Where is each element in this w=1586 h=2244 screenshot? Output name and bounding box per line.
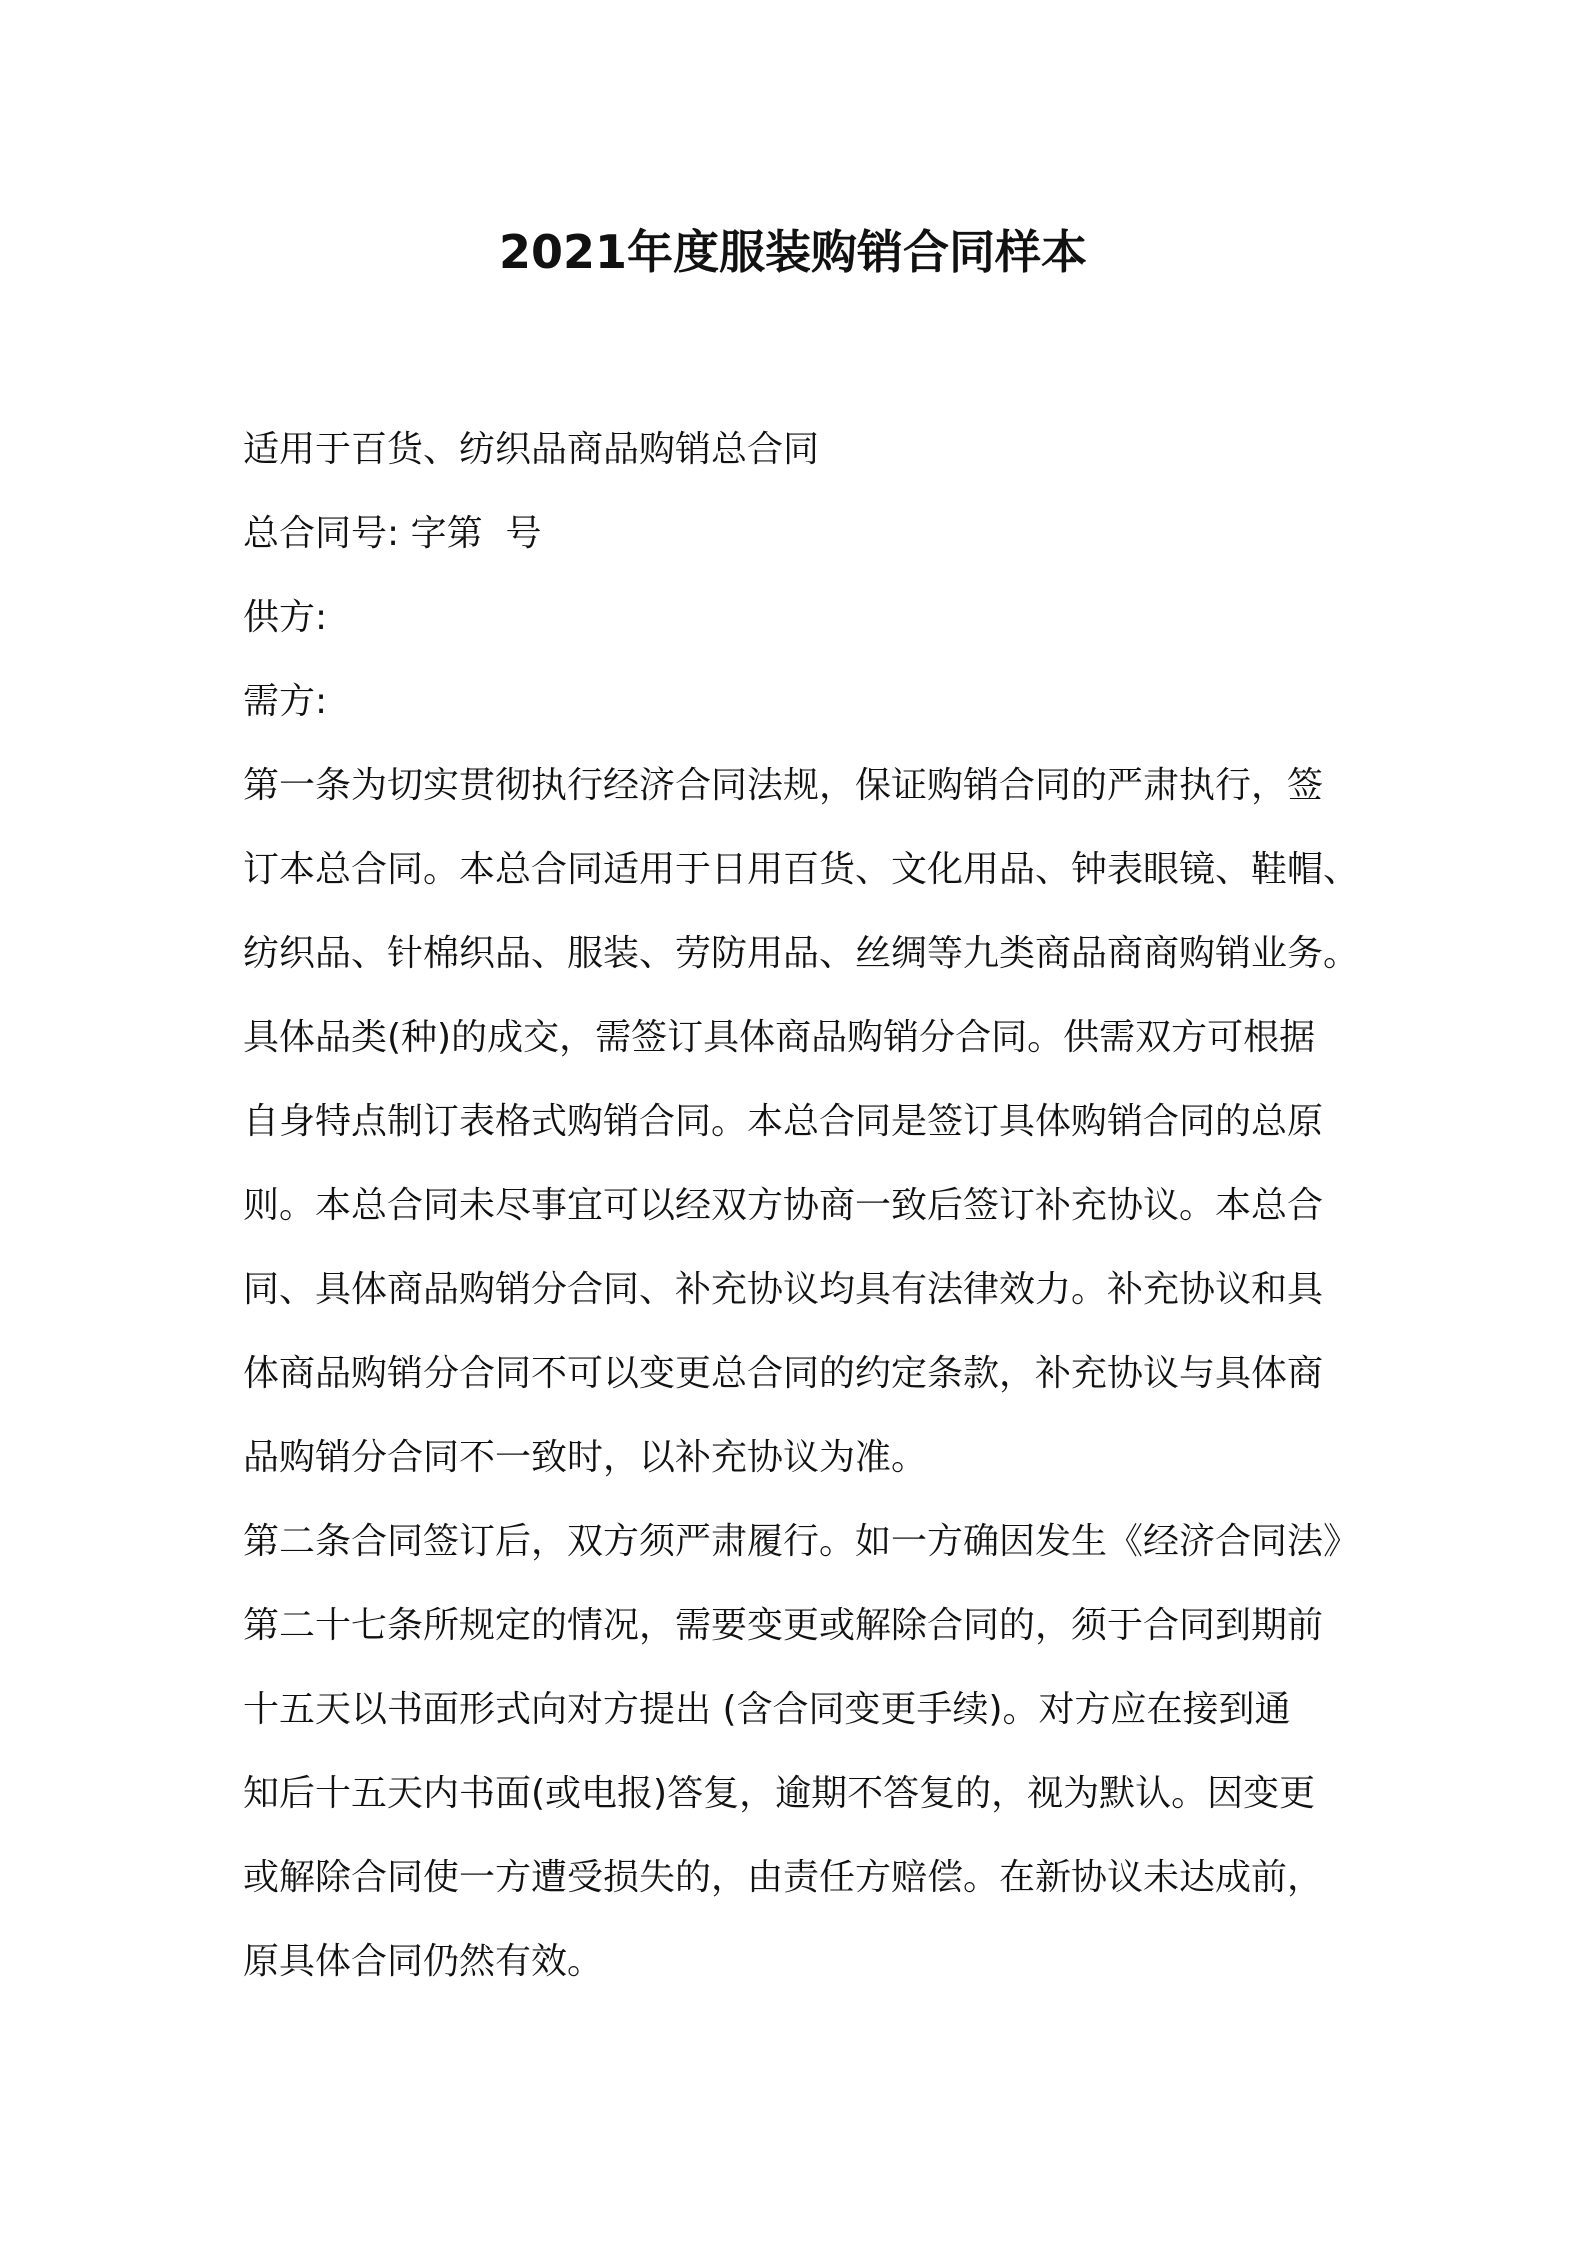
article2-line: 第二十七条所规定的情况，需要变更或解除合同的，须于合同到期前: [243, 1605, 1324, 1646]
header-line-applicability: 适用于百货、纺织品商品购销总合同: [243, 429, 820, 470]
header-line-supplier: 供方:: [243, 597, 328, 638]
article1-line: 自身特点制订表格式购销合同。本总合同是签订具体购销合同的总原: [243, 1101, 1324, 1142]
article2-line: 原具体合同仍然有效。: [243, 1941, 604, 1982]
article1-line: 纺织品、针棉织品、服装、劳防用品、丝绸等九类商品商商购销业务。: [243, 933, 1360, 974]
article2-line: 十五天以书面形式向对方提出 (含合同变更手续)。对方应在接到通: [243, 1689, 1291, 1730]
header-line-contract-number: 总合同号: 字第 号: [243, 513, 542, 554]
article2-line: 第二条合同签订后，双方须严肃履行。如一方确因发生《经济合同法》: [243, 1521, 1360, 1562]
article1-line: 订本总合同。本总合同适用于日用百货、文化用品、钟表眼镜、鞋帽、: [243, 849, 1360, 890]
document-title: 2021年度服装购销合同样本: [498, 225, 1088, 279]
article1-line: 品购销分合同不一致时，以补充协议为准。: [243, 1437, 928, 1478]
article1-line: 第一条为切实贯彻执行经济合同法规，保证购销合同的严肃执行，签: [243, 765, 1324, 806]
header-line-buyer: 需方:: [243, 681, 328, 722]
article2-line: 知后十五天内书面(或电报)答复，逾期不答复的，视为默认。因变更: [243, 1773, 1316, 1814]
document-body: [243, 408, 1360, 2004]
article1-line: 体商品购销分合同不可以变更总合同的约定条款，补充协议与具体商: [243, 1353, 1324, 1394]
article2-line: 或解除合同使一方遭受损失的，由责任方赔偿。在新协议未达成前，: [243, 1857, 1324, 1898]
article1-line: 具体品类(种)的成交，需签订具体商品购销分合同。供需双方可根据: [243, 1017, 1316, 1058]
article1-line: 同、具体商品购销分合同、补充协议均具有法律效力。补充协议和具: [243, 1269, 1324, 1310]
article1-line: 则。本总合同未尽事宜可以经双方协商一致后签订补充协议。本总合: [243, 1185, 1324, 1226]
